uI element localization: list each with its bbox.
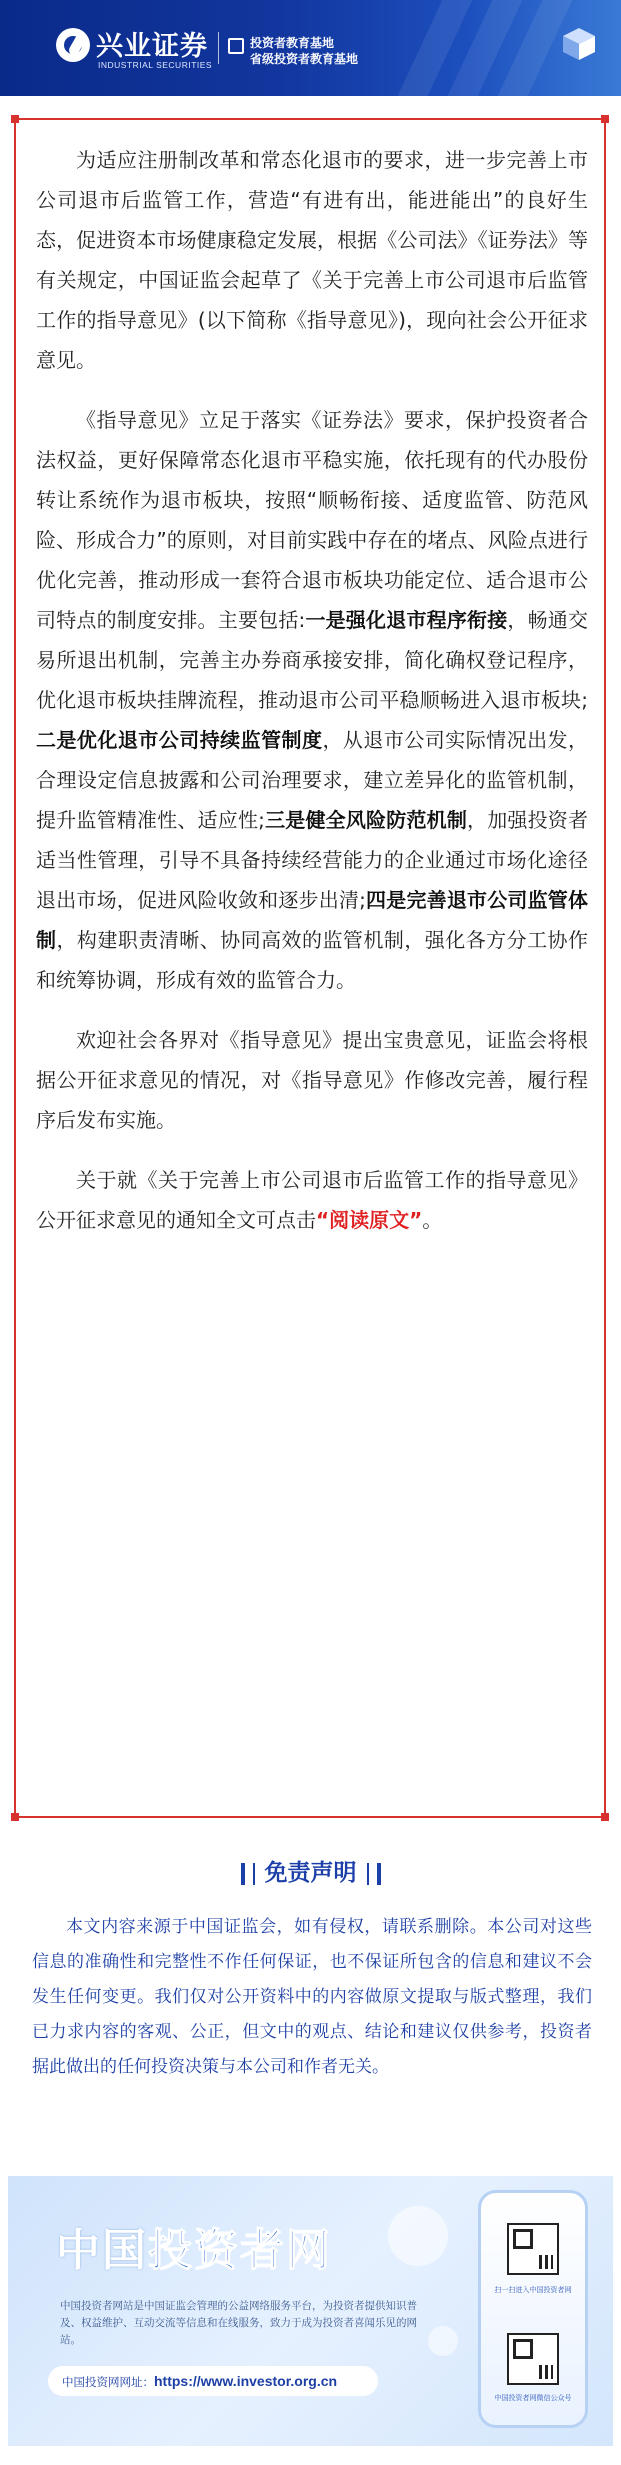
read-original-link[interactable]: “阅读原文” [316,1208,423,1232]
investor-network-banner[interactable] [8,2176,613,2446]
key-point-highlight: 二是优化退市公司持续监管制度 [36,728,323,752]
article-paragraph [36,400,588,1000]
qr-code-website [507,2223,559,2275]
investor-network-description: 中国投资者网站是中国证监会管理的公益网络服务平台，为投资者提供知识普及、权益维护、互动交流等信息和在线服务，致力于成为投资者喜闻乐见的网站。 [60,2300,417,2346]
article-paragraph [36,1160,588,1240]
article-frame [14,118,606,1818]
url-link[interactable]: https://www.investor.org.cn [154,2373,338,2389]
url-label: 中国投资网网址： [62,2375,154,2389]
disclaimer-text: 本文内容来源于中国证监会，如有侵权，请联系删除。本公司对这些信息的准确性和完整性不作任何保证，也不保证所包含的信息和建议不会发生任何变更。我们仅对公开资料中的内容做原文提取与版式整理，我们已力求内容的客观、公正，但文中的观点、结论和建议仅供参考，投资者据此做出的任何投资决策与本公司和作者无关。 [32,1917,592,2077]
qr-code-wechat [507,2333,559,2385]
qr-caption-wechat: 中国投资者网微信公众号 [494,2394,572,2402]
paragraph-text: 关于就《关于完善上市公司退市后监管工作的指导意见》公开征求意见的通知全文可点击 [36,1168,588,1232]
paragraph-text: 为适应注册制改革和常态化退市的要求，进一步完善上市公司退市后监管工作，营造“有进有出，能进能出”的良好生态，促进资本市场健康稳定发展，根据《公司法》《证券法》等有关规定，中国证监会起草了《关于完善上市公司退市后监管工作的指导意见》(以下简称《指导意见》)，现向社会公开征求意见。 [36,148,588,372]
brand-name: 兴业证券 [96,31,208,62]
qr-caption-website: 扫一扫进入中国投资者网 [494,2286,572,2294]
article-body [36,140,588,1260]
cube-icon [559,24,599,64]
paragraph-text: ，加强投资者适当性管理，引导不具备持续经营能力的企业通过市场化途径退出市场，促进风险收敛和逐步出清; [36,808,589,912]
paragraph-text: ，畅通交易所退出机制，完善主办券商承接安排，简化确权登记程序，优化退市板块挂牌流程，推动退市公司平稳顺畅进入退市板块; [36,608,589,712]
investor-network-url[interactable] [48,2366,378,2396]
paragraph-text: 《指导意见》立足于落实《证券法》要求，保护投资者合法权益，更好保障常态化退市平稳实施，依托现有的代办股份转让系统作为退市板块，按照“顺畅衔接、适度监管、防范风险、形成合力”的原则，对目前实践中存在的堵点、风险点进行优化完善，推动形成一套符合退市板块功能定位、适合退市公司特点的制度安排。主要包括: [36,408,588,632]
paragraph-text: 。 [422,1208,443,1232]
paragraph-text: ，从退市公司实际情况出发，合理设定信息披露和公司治理要求，建立差异化的监管机制，提升监管精准性、适应性; [36,728,589,832]
disclaimer-heading [0,1854,621,1887]
article-paragraph [36,1020,588,1140]
investor-network-title: 中国投资者网 [56,2225,332,2276]
brand-name-en: INDUSTRIAL SECURITIES [98,60,213,70]
company-logo-icon [56,28,90,62]
key-point-highlight: 三是健全风险防范机制 [264,808,468,832]
education-base-line-2: 省级投资者教育基地 [250,52,359,66]
disclaimer-title: 免责声明 [264,1859,357,1886]
education-base-icon [228,38,244,54]
key-point-highlight: 一是强化退市程序衔接 [305,608,508,632]
paragraph-text: ，构建职责清晰、协同高效的监管机制，强化各方分工协作和统筹协调，形成有效的监管合力。 [36,928,589,992]
key-point-highlight: 四是完善退市公司监管体制 [36,888,588,952]
education-base-line-1: 投资者教育基地 [250,36,335,50]
phone-illustration [478,2190,588,2428]
article-paragraph [36,140,588,380]
header-divider [218,32,219,64]
header-banner [0,0,621,96]
paragraph-text: 欢迎社会各界对《指导意见》提出宝贵意见，证监会将根据公开征求意见的情况，对《指导意见》作修改完善，履行程序后发布实施。 [36,1028,588,1132]
